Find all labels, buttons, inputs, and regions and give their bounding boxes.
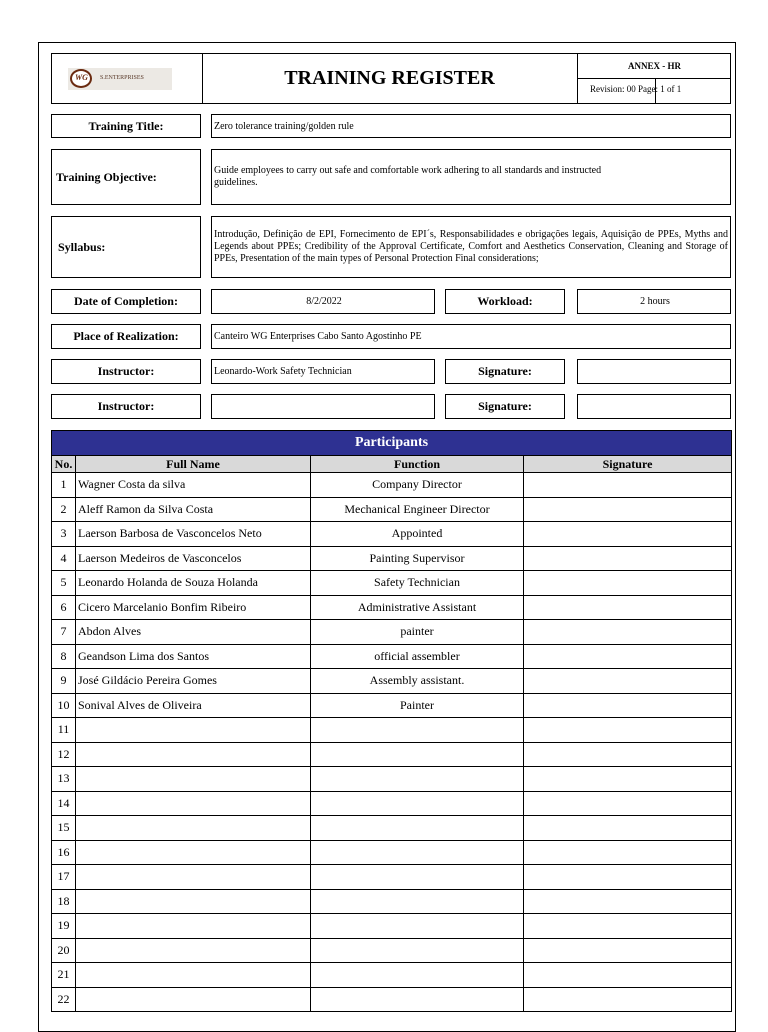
place-label: Place of Realization: xyxy=(51,324,201,349)
column-header-function: Function xyxy=(311,456,524,473)
workload-label: Workload: xyxy=(445,289,565,314)
participant-function: Mechanical Engineer Director xyxy=(311,497,524,522)
table-row xyxy=(52,497,732,522)
participant-function: Painter xyxy=(311,693,524,718)
training-objective-label: Training Objective: xyxy=(51,149,201,205)
table-row xyxy=(52,669,732,694)
row-number: 10 xyxy=(52,693,76,718)
instructor-value-2[interactable] xyxy=(211,394,435,419)
row-number: 5 xyxy=(52,571,76,596)
syllabus-label: Syllabus: xyxy=(51,216,201,278)
company-logo xyxy=(68,68,172,90)
table-row xyxy=(52,791,732,816)
participant-function xyxy=(311,742,524,767)
participant-name: Leonardo Holanda de Souza Holanda xyxy=(76,571,311,596)
training-objective-value: Guide employees to carry out safe and comfortable work adhering to all standards and instructed guidelines. xyxy=(211,149,731,205)
column-header-full-name: Full Name xyxy=(76,456,311,473)
participants-table xyxy=(51,430,732,1012)
date-value: 8/2/2022 xyxy=(211,289,435,314)
participant-function xyxy=(311,938,524,963)
participant-signature[interactable] xyxy=(524,522,732,547)
participant-function xyxy=(311,914,524,939)
instructor-label-1: Instructor: xyxy=(51,359,201,384)
signature-label-1: Signature: xyxy=(445,359,565,384)
participant-signature[interactable] xyxy=(524,816,732,841)
participant-name: Laerson Barbosa de Vasconcelos Neto xyxy=(76,522,311,547)
participant-signature[interactable] xyxy=(524,669,732,694)
participant-name xyxy=(76,963,311,988)
table-row xyxy=(52,816,732,841)
table-row xyxy=(52,571,732,596)
training-title-value: Zero tolerance training/golden rule xyxy=(211,114,731,138)
row-number: 6 xyxy=(52,595,76,620)
participant-function: Administrative Assistant xyxy=(311,595,524,620)
participant-signature[interactable] xyxy=(524,840,732,865)
row-number: 7 xyxy=(52,620,76,645)
participant-name: Abdon Alves xyxy=(76,620,311,645)
participant-signature[interactable] xyxy=(524,742,732,767)
participant-name xyxy=(76,889,311,914)
participant-function xyxy=(311,840,524,865)
row-number: 2 xyxy=(52,497,76,522)
participant-function: Assembly assistant. xyxy=(311,669,524,694)
participant-name xyxy=(76,914,311,939)
participant-name: Laerson Medeiros de Vasconcelos xyxy=(76,546,311,571)
participant-name: Sonival Alves de Oliveira xyxy=(76,693,311,718)
participant-name: Aleff Ramon da Silva Costa xyxy=(76,497,311,522)
table-row xyxy=(52,620,732,645)
participant-function xyxy=(311,963,524,988)
row-number: 3 xyxy=(52,522,76,547)
participant-signature[interactable] xyxy=(524,497,732,522)
revision-info: Revision: 00 Page: 1 of 1 xyxy=(590,84,682,94)
participant-name: José Gildácio Pereira Gomes xyxy=(76,669,311,694)
participant-name xyxy=(76,938,311,963)
place-value: Canteiro WG Enterprises Cabo Santo Agostinho PE xyxy=(211,324,731,349)
row-number: 14 xyxy=(52,791,76,816)
participant-name: Geandson Lima dos Santos xyxy=(76,644,311,669)
participant-function: Company Director xyxy=(311,473,524,498)
table-row xyxy=(52,767,732,792)
participant-function xyxy=(311,816,524,841)
syllabus-value: Introdução, Definição de EPI, Fornecimento de EPI´s, Responsabilidades e obrigações legais, Aquisição de PPEs, Myths and Legends about PPEs; Credibility of the Approval Certificate, Comfort and Aesthetics Conservation, Cleaning and Storage of PPEs, Presentation of the main types of Personal Protection Final considerations; xyxy=(211,216,731,278)
participant-signature[interactable] xyxy=(524,620,732,645)
participant-function xyxy=(311,791,524,816)
table-row xyxy=(52,889,732,914)
table-row xyxy=(52,987,732,1012)
participants-column-headers xyxy=(52,456,732,473)
participant-name xyxy=(76,742,311,767)
participants-title: Participants xyxy=(52,431,732,456)
participant-name: Cicero Marcelanio Bonfim Ribeiro xyxy=(76,595,311,620)
participant-signature[interactable] xyxy=(524,987,732,1012)
row-number: 13 xyxy=(52,767,76,792)
participant-name xyxy=(76,767,311,792)
participant-name: Wagner Costa da silva xyxy=(76,473,311,498)
table-row xyxy=(52,693,732,718)
participant-name xyxy=(76,865,311,890)
row-number: 19 xyxy=(52,914,76,939)
participant-signature[interactable] xyxy=(524,718,732,743)
row-number: 8 xyxy=(52,644,76,669)
row-number: 16 xyxy=(52,840,76,865)
row-number: 21 xyxy=(52,963,76,988)
row-number: 17 xyxy=(52,865,76,890)
participant-function: painter xyxy=(311,620,524,645)
participant-signature[interactable] xyxy=(524,865,732,890)
participant-signature[interactable] xyxy=(524,473,732,498)
table-row xyxy=(52,914,732,939)
participant-signature[interactable] xyxy=(524,595,732,620)
workload-value: 2 hours xyxy=(577,289,731,314)
table-row xyxy=(52,963,732,988)
logo-text: S.ENTERPRISES xyxy=(100,75,144,81)
participant-function: Safety Technician xyxy=(311,571,524,596)
document-header xyxy=(51,53,731,104)
row-number: 12 xyxy=(52,742,76,767)
signature-field-2[interactable] xyxy=(577,394,731,419)
document-title: TRAINING REGISTER xyxy=(284,67,495,89)
table-row xyxy=(52,546,732,571)
date-label: Date of Completion: xyxy=(51,289,201,314)
participant-function: official assembler xyxy=(311,644,524,669)
participant-function: Painting Supervisor xyxy=(311,546,524,571)
participant-signature[interactable] xyxy=(524,571,732,596)
participant-function xyxy=(311,889,524,914)
participant-function xyxy=(311,987,524,1012)
participant-name xyxy=(76,840,311,865)
row-number: 18 xyxy=(52,889,76,914)
logo-cell xyxy=(52,54,203,103)
row-number: 9 xyxy=(52,669,76,694)
row-number: 22 xyxy=(52,987,76,1012)
row-number: 1 xyxy=(52,473,76,498)
row-number: 4 xyxy=(52,546,76,571)
row-number: 20 xyxy=(52,938,76,963)
table-row xyxy=(52,473,732,498)
participant-signature[interactable] xyxy=(524,791,732,816)
table-row xyxy=(52,718,732,743)
instructor-value-1: Leonardo-Work Safety Technician xyxy=(211,359,435,384)
table-row xyxy=(52,595,732,620)
logo-mark: WG xyxy=(75,73,88,82)
participant-name xyxy=(76,987,311,1012)
participant-signature[interactable] xyxy=(524,914,732,939)
row-number: 11 xyxy=(52,718,76,743)
participant-signature[interactable] xyxy=(524,767,732,792)
instructor-label-2: Instructor: xyxy=(51,394,201,419)
column-header-signature: Signature xyxy=(524,456,732,473)
logo-emblem-icon xyxy=(70,69,92,88)
participant-signature[interactable] xyxy=(524,963,732,988)
participant-function xyxy=(311,865,524,890)
participant-name xyxy=(76,718,311,743)
participant-function: Appointed xyxy=(311,522,524,547)
participant-signature[interactable] xyxy=(524,938,732,963)
participant-name xyxy=(76,816,311,841)
table-row xyxy=(52,840,732,865)
column-header-no: No. xyxy=(52,456,76,473)
signature-field-1[interactable] xyxy=(577,359,731,384)
participant-signature[interactable] xyxy=(524,889,732,914)
training-title-label: Training Title: xyxy=(51,114,201,138)
participant-function xyxy=(311,767,524,792)
participant-signature[interactable] xyxy=(524,546,732,571)
table-row xyxy=(52,938,732,963)
participant-signature[interactable] xyxy=(524,644,732,669)
participant-signature[interactable] xyxy=(524,693,732,718)
participant-function xyxy=(311,718,524,743)
participant-name xyxy=(76,791,311,816)
annex-cell xyxy=(577,54,731,103)
table-row xyxy=(52,742,732,767)
row-number: 15 xyxy=(52,816,76,841)
table-row xyxy=(52,522,732,547)
annex-label: ANNEX - HR xyxy=(578,54,731,79)
signature-label-2: Signature: xyxy=(445,394,565,419)
table-row xyxy=(52,644,732,669)
table-row xyxy=(52,865,732,890)
